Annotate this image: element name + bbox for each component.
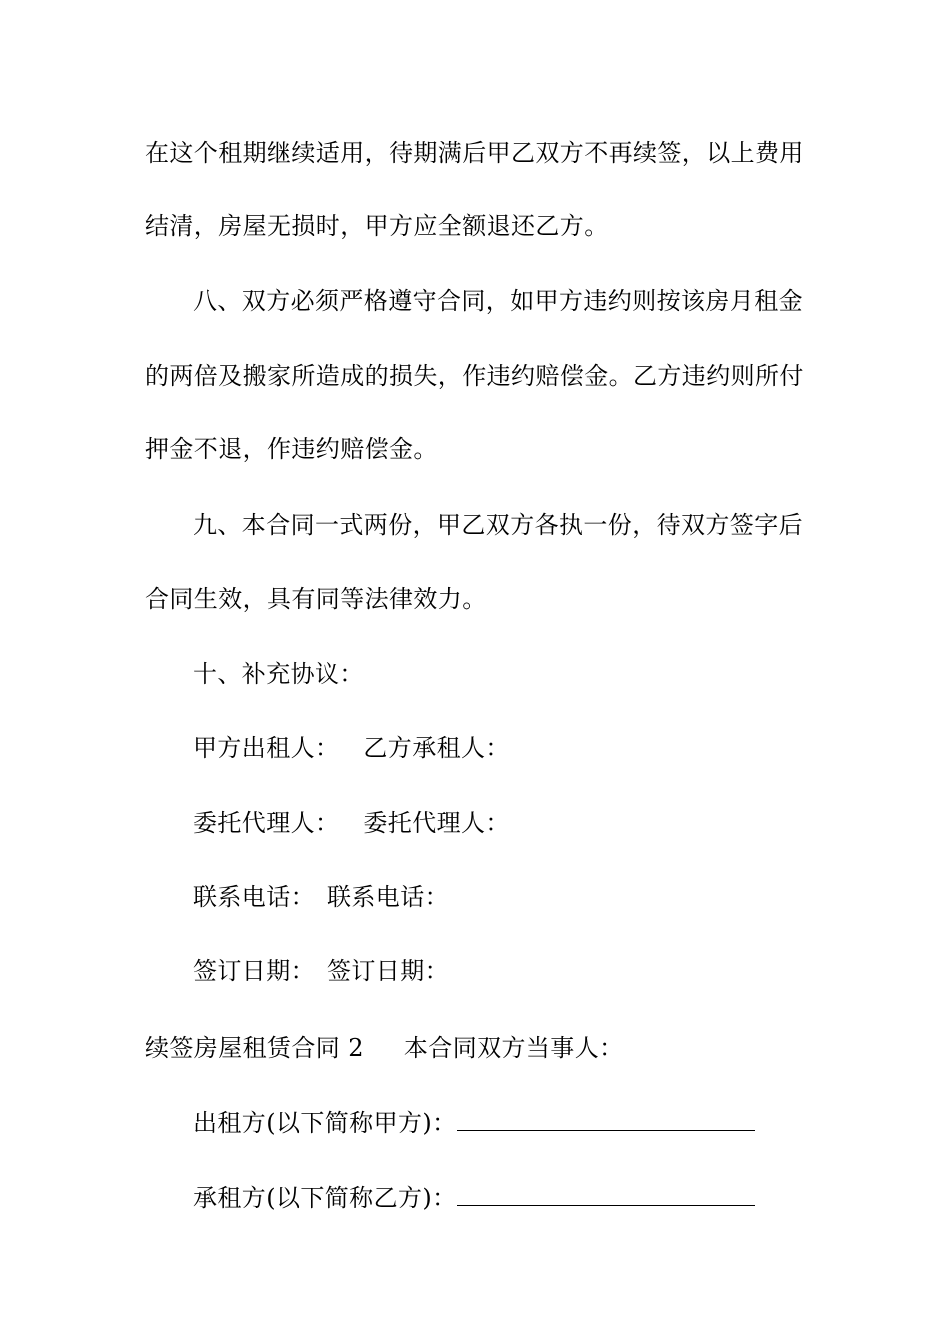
para10-line1: 十、补充协议： — [193, 660, 364, 688]
para8-line2: 的两倍及搬家所造成的损失，作违约赔偿金。乙方违约则所付 — [145, 362, 804, 390]
para8-line1: 八、双方必须严格遵守合同，如甲方违约则按该房月租金 — [193, 287, 803, 315]
para7-line2: 结清，房屋无损时，甲方应全额退还乙方。 — [145, 212, 609, 240]
para9-line2: 合同生效，具有同等法律效力。 — [145, 585, 487, 613]
lessee-field-row — [193, 1183, 810, 1213]
signature-row-phones — [193, 882, 810, 912]
agent-a-label: 委托代理人： — [193, 809, 340, 837]
contract2-heading-row — [145, 1033, 810, 1063]
contract2-intro: 本合同双方当事人： — [403, 1034, 624, 1062]
lessor-blank-line — [457, 1108, 755, 1131]
lessor-field-row — [193, 1108, 810, 1138]
lessee-label: 乙方承租人： — [363, 734, 510, 762]
date-a-label: 签订日期： — [193, 957, 315, 985]
lessee-field-label: 承租方(以下简称乙方)： — [193, 1184, 457, 1212]
agent-b-label: 委托代理人： — [363, 809, 510, 837]
signature-row-dates — [193, 956, 810, 986]
signature-row-agents — [193, 808, 810, 838]
lessee-blank-line — [457, 1183, 755, 1206]
para7-line1: 在这个租期继续适用，待期满后甲乙双方不再续签，以上费用 — [145, 139, 804, 167]
lessor-label: 甲方出租人： — [193, 734, 340, 762]
contract2-title: 续签房屋租赁合同 2 — [145, 1034, 364, 1062]
lessor-field-label: 出租方(以下简称甲方)： — [193, 1109, 457, 1137]
para9-line1: 九、本合同一式两份，甲乙双方各执一份，待双方签字后 — [193, 511, 803, 539]
phone-a-label: 联系电话： — [193, 883, 315, 911]
signature-row-parties — [193, 733, 810, 763]
date-b-label: 签订日期： — [327, 957, 449, 985]
phone-b-label: 联系电话： — [327, 883, 449, 911]
para8-line3: 押金不退，作违约赔偿金。 — [145, 435, 438, 463]
